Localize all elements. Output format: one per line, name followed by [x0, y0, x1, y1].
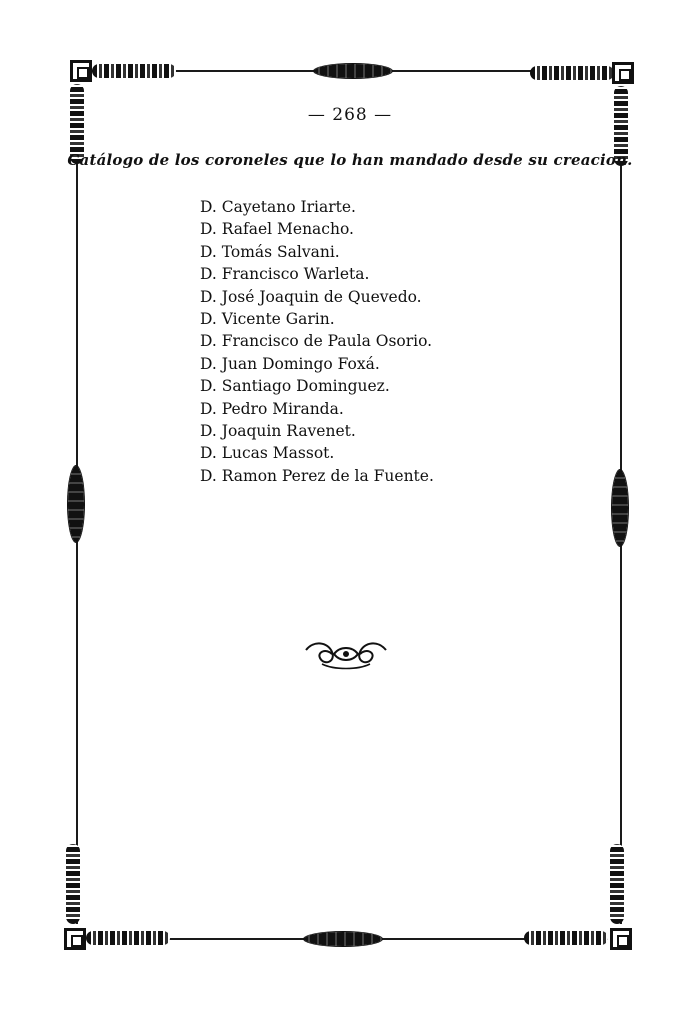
- list-item: D. Pedro Miranda.: [200, 399, 344, 418]
- list-item: D. Santiago Dominguez.: [200, 377, 390, 396]
- corner-ornament-bottom-left: [64, 928, 86, 950]
- right-bottom-scrollwork: [610, 844, 624, 924]
- left-bottom-scrollwork: [66, 844, 80, 924]
- right-side-ornament: [612, 470, 628, 546]
- list-item: D. Cayetano Iriarte.: [200, 198, 356, 216]
- list-item: D. José Joaquin de Quevedo.: [200, 287, 422, 306]
- top-center-ornament: [314, 64, 392, 78]
- bottom-right-scrollwork: [524, 931, 608, 945]
- list-item: D. Tomás Salvani.: [200, 242, 340, 261]
- corner-ornament-bottom-right: [610, 928, 632, 950]
- page-number: — 268 —: [307, 105, 393, 125]
- list-item: D. Francisco Warleta.: [200, 265, 370, 284]
- corner-ornament-top-right: [612, 62, 634, 84]
- top-right-scrollwork: [530, 66, 614, 80]
- list-item: D. Ramon Perez de la Fuente.: [200, 466, 434, 485]
- bottom-left-scrollwork: [86, 931, 170, 945]
- list-item: D. Rafael Menacho.: [200, 220, 354, 239]
- flourish-ornament: [300, 636, 392, 672]
- bottom-center-ornament: [304, 932, 382, 946]
- list-item: D. Vicente Garin.: [200, 310, 335, 329]
- page-heading: Catálogo de los coroneles que lo han mandado desde su creacion.: [67, 151, 633, 169]
- list-item: D. Joaquin Ravenet.: [200, 422, 356, 441]
- top-left-scrollwork: [92, 64, 176, 78]
- list-item: D. Francisco de Paula Osorio.: [200, 332, 433, 351]
- colonel-list: [200, 196, 434, 487]
- left-side-ornament: [68, 466, 84, 542]
- corner-ornament-top-left: [70, 60, 92, 82]
- list-item: D. Lucas Massot.: [200, 444, 335, 463]
- list-item: D. Juan Domingo Foxá.: [200, 354, 380, 373]
